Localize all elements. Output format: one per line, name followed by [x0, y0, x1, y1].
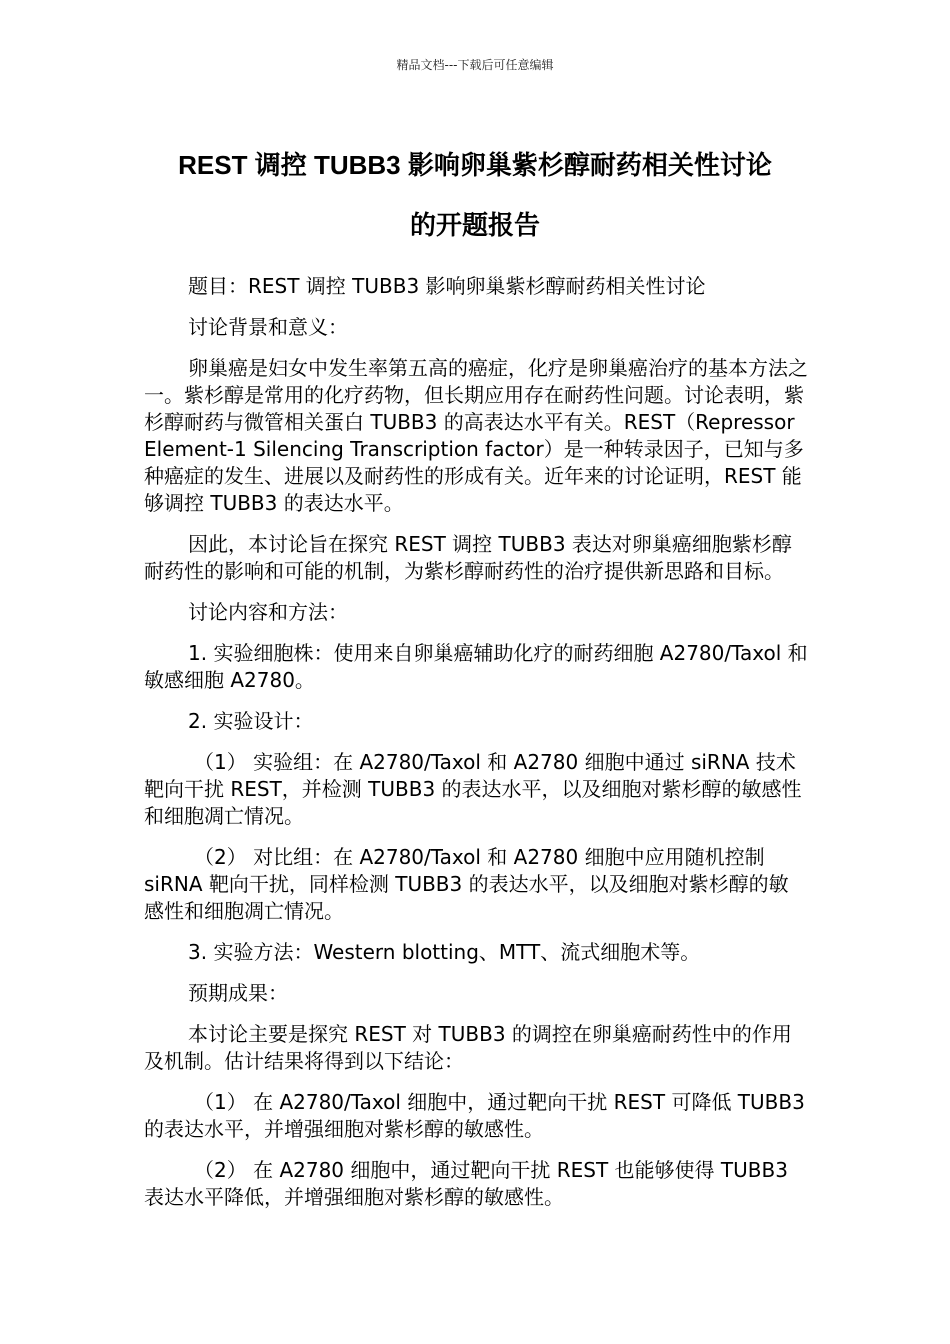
- expected-result-1: （1） 在 A2780/Taxol 细胞中，通过靶向干扰 REST 可降低 TUBB3 的表达水平，并增强细胞对紫杉醇的敏感性。: [144, 1090, 805, 1141]
- document-title-line-1: REST 调控 TUBB3 影响卵巢紫杉醇耐药相关性讨论: [178, 150, 772, 180]
- method-item-techniques: 3. 实验方法：Western blotting、MTT、流式细胞术等。: [188, 940, 701, 964]
- document-title-line-2: 的开题报告: [409, 210, 540, 240]
- design-control-group: （2） 对比组：在 A2780/Taxol 和 A2780 细胞中应用随机控制 siRNA 靶向干扰，同样检测 TUBB3 的表达水平，以及细胞对紫杉醇的敏感性和细胞凋亡情况。: [144, 845, 789, 923]
- topic-line: 题目：REST 调控 TUBB3 影响卵巢紫杉醇耐药相关性讨论: [188, 274, 706, 298]
- design-experimental-group: （1） 实验组：在 A2780/Taxol 和 A2780 细胞中通过 siRNA 技术靶向干扰 REST，并检测 TUBB3 的表达水平，以及细胞对紫杉醇的敏感性和细胞凋亡情况。: [144, 750, 802, 828]
- section-heading-expected-results: 预期成果：: [188, 981, 288, 1005]
- section-heading-methods: 讨论内容和方法：: [188, 600, 348, 624]
- method-item-cell-lines: 1. 实验细胞株：使用来自卵巢癌辅助化疗的耐药细胞 A2780/Taxol 和敏感细胞 A2780。: [144, 641, 808, 692]
- section-heading-background: 讨论背景和意义：: [188, 315, 348, 339]
- method-item-design: 2. 实验设计：: [188, 709, 314, 733]
- expected-results-paragraph: 本讨论主要是探究 REST 对 TUBB3 的调控在卵巢癌耐药性中的作用及机制。估计结果将得到以下结论：: [144, 1022, 792, 1073]
- page-header-note: 精品文档---下载后可任意编辑: [396, 58, 554, 72]
- document-title: [120, 135, 830, 255]
- expected-result-2: （2） 在 A2780 细胞中，通过靶向干扰 REST 也能够使得 TUBB3 表达水平降低，并增强细胞对紫杉醇的敏感性。: [144, 1158, 788, 1209]
- document-body: [144, 273, 808, 1225]
- aim-paragraph: 因此，本讨论旨在探究 REST 调控 TUBB3 表达对卵巢癌细胞紫杉醇耐药性的影响和可能的机制，为紫杉醇耐药性的治疗提供新思路和目标。: [144, 532, 792, 583]
- background-paragraph: 卵巢癌是妇女中发生率第五高的癌症，化疗是卵巢癌治疗的基本方法之一。紫杉醇是常用的化疗药物，但长期应用存在耐药性问题。讨论表明，紫杉醇耐药与微管相关蛋白 TUBB3 的高表达水平有关。REST（Repressor Element-1 Silencing Transcription factor）是一种转录因子，已知与多种癌症的发生、进展以及耐药性的形成有关。近年来的讨论证明，REST 能够调控 TUBB3 的表达水平。: [144, 356, 808, 515]
